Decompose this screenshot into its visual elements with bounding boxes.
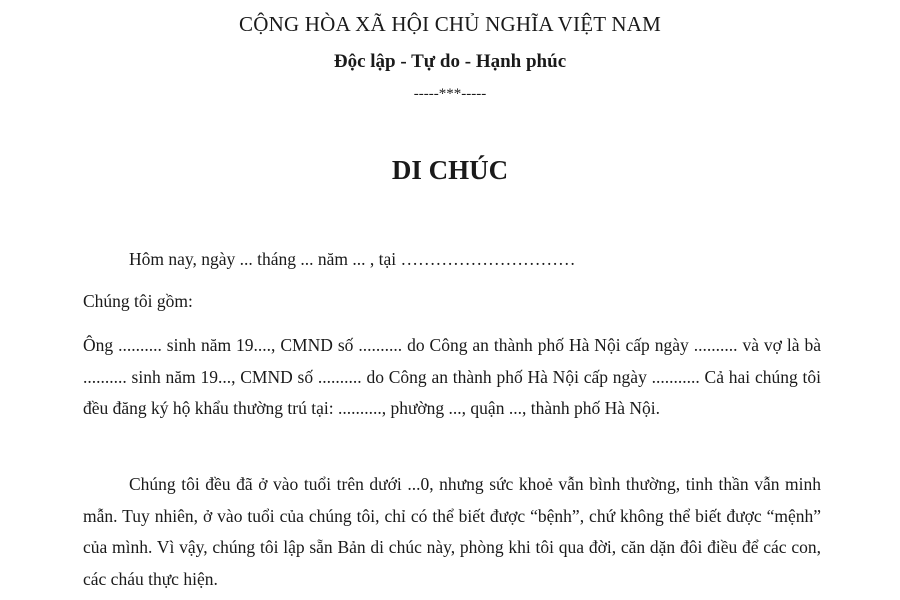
paragraph-age-health: Chúng tôi đều đã ở vào tuổi trên dưới ...0, nhưng sức khoẻ vẫn bình thường, tinh thần vẫn minh mẫn. Tuy nhiên, ở vào tuổi của chúng tôi, chỉ có thể biết được “bệnh”, chứ không thể biết được “mệnh” của mình. Vì vậy, chúng tôi lập sẵn Bản di chúc này, phòng khi tôi qua đời, căn dặn đôi điều để các con, các cháu thực hiện.: [83, 474, 821, 589]
paragraph-date-place: Hôm nay, ngày ... tháng ... năm ... , tại …………………………: [129, 249, 576, 269]
national-motto: Độc lập - Tự do - Hạnh phúc: [333, 51, 567, 72]
paragraph-people: Ông .......... sinh năm 19...., CMND số .......... do Công an thành phố Hà Nội cấp ngày .......... và vợ là bà .......... sinh năm 19..., CMND số .......... do Công an thành phố Hà Nội cấp ngày ........... Cả hai chúng tôi đều đăng ký hộ khẩu thường trú tại: .........., phường ..., quận ..., thành phố Hà Nội.: [83, 335, 821, 418]
paragraph-we-include: Chúng tôi gồm:: [83, 291, 193, 311]
header-separator: -----***-----: [413, 86, 487, 102]
document-title: DI CHÚC: [391, 155, 509, 185]
national-title: CỘNG HÒA XÃ HỘI CHỦ NGHĨA VIỆT NAM: [239, 12, 661, 36]
